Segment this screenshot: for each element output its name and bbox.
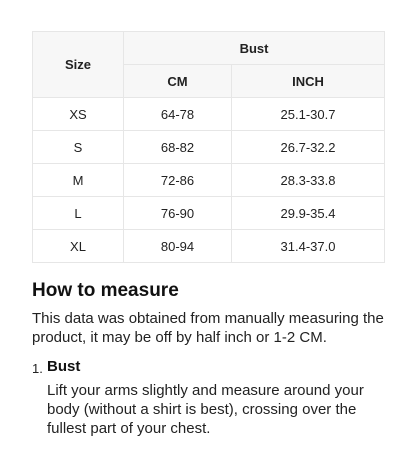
size-column-header: Size [33,32,124,98]
inch-cell: 31.4-37.0 [232,230,385,263]
table-row [33,131,385,164]
cm-cell: 68-82 [124,131,232,164]
measurement-disclaimer: This data was obtained from manually measuring the product, it may be off by half inch or 1-2 CM. [32,310,384,346]
inch-cell: 28.3-33.8 [232,164,385,197]
size-cell: M [33,164,124,197]
cm-cell: 72-86 [124,164,232,197]
table-row [33,230,385,263]
size-chart-table [32,31,385,263]
size-cell: S [33,131,124,164]
inch-column-header: INCH [232,65,385,98]
measurement-steps-list [32,357,384,438]
inch-cell: 26.7-32.2 [232,131,385,164]
cm-column-header: CM [124,65,232,98]
how-to-measure-heading: How to measure [32,280,179,301]
cm-cell: 76-90 [124,197,232,230]
cm-cell: 80-94 [124,230,232,263]
bust-group-header: Bust [124,32,385,65]
size-cell: XL [33,230,124,263]
size-cell: L [33,197,124,230]
table-row [33,98,385,131]
table-row [33,164,385,197]
table-header-row [33,32,385,65]
step-number: 1. [32,361,43,376]
size-cell: XS [33,98,124,131]
step-title: Bust [47,358,81,375]
inch-cell: 25.1-30.7 [232,98,385,131]
inch-cell: 29.9-35.4 [232,197,385,230]
cm-cell: 64-78 [124,98,232,131]
measurement-step [32,357,384,438]
step-instructions: Lift your arms slightly and measure around your body (without a shirt is best), crossing over the fullest part of your chest. [47,382,364,437]
table-row [33,197,385,230]
